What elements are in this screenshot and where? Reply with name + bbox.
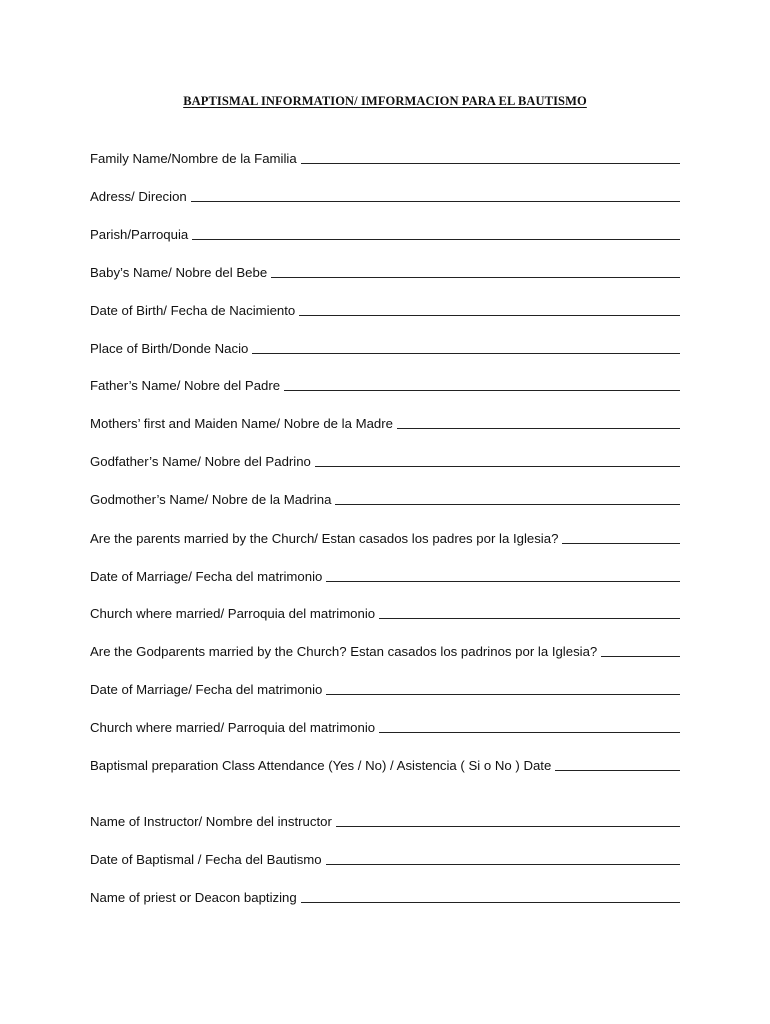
class-attendance-label: Baptismal preparation Class Attendance (Yes / No) / Asistencia ( Si o No ) Date <box>90 758 552 773</box>
godparents-married-label: Are the Godparents married by the Church? Estan casados los padrinos por la Iglesia? <box>90 644 598 659</box>
parents-church-line[interactable] <box>379 606 680 619</box>
father-name-line[interactable] <box>284 378 680 391</box>
father-name-field[interactable] <box>90 377 680 395</box>
godfather-name-line[interactable] <box>315 454 680 467</box>
parish-field[interactable] <box>90 226 680 244</box>
class-attendance-line[interactable] <box>555 758 680 771</box>
godfather-name-field[interactable] <box>90 453 680 471</box>
godparents-marriage-date-field[interactable] <box>90 681 680 699</box>
officiant-name-line[interactable] <box>301 890 680 903</box>
baby-name-field[interactable] <box>90 264 680 282</box>
godmother-name-line[interactable] <box>335 492 680 505</box>
officiant-name-field[interactable] <box>90 889 680 907</box>
godparents-married-line[interactable] <box>601 644 680 657</box>
godparents-marriage-date-line[interactable] <box>326 682 680 695</box>
godparents-married-field[interactable] <box>90 643 680 661</box>
class-attendance-field[interactable] <box>90 757 680 775</box>
godparents-church-line[interactable] <box>379 720 680 733</box>
baptism-date-line[interactable] <box>326 852 680 865</box>
godmother-name-label: Godmother’s Name/ Nobre de la Madrina <box>90 492 332 507</box>
parish-line[interactable] <box>192 227 680 240</box>
parents-marriage-date-line[interactable] <box>326 569 680 582</box>
parents-married-line[interactable] <box>562 531 680 544</box>
instructor-name-field[interactable] <box>90 813 680 831</box>
parents-marriage-date-label: Date of Marriage/ Fecha del matrimonio <box>90 569 323 584</box>
mother-name-line[interactable] <box>397 416 680 429</box>
family-name-line[interactable] <box>301 151 680 164</box>
form-title: BAPTISMAL INFORMATION/ IMFORMACION PARA EL BAUTISMO <box>183 94 587 108</box>
date-of-birth-line[interactable] <box>299 303 680 316</box>
parish-label: Parish/Parroquia <box>90 227 189 242</box>
address-label: Adress/ Direcion <box>90 189 187 204</box>
godparents-church-field[interactable] <box>90 719 680 737</box>
date-of-birth-label: Date of Birth/ Fecha de Nacimiento <box>90 303 296 318</box>
parents-married-label: Are the parents married by the Church/ Estan casados los padres por la Iglesia? <box>90 531 559 546</box>
mother-name-field[interactable] <box>90 415 680 433</box>
baptism-date-label: Date of Baptismal / Fecha del Bautismo <box>90 852 322 867</box>
place-of-birth-line[interactable] <box>252 341 680 354</box>
father-name-label: Father’s Name/ Nobre del Padre <box>90 378 281 393</box>
godfather-name-label: Godfather’s Name/ Nobre del Padrino <box>90 454 311 469</box>
instructor-name-line[interactable] <box>336 814 680 827</box>
godparents-marriage-date-label: Date of Marriage/ Fecha del matrimonio <box>90 682 323 697</box>
place-of-birth-label: Place of Birth/Donde Nacio <box>90 341 249 356</box>
address-field[interactable] <box>90 188 680 206</box>
godmother-name-field[interactable] <box>90 491 680 509</box>
parents-married-field[interactable] <box>90 530 680 548</box>
baby-name-label: Baby’s Name/ Nobre del Bebe <box>90 265 268 280</box>
parents-church-label: Church where married/ Parroquia del matrimonio <box>90 606 376 621</box>
place-of-birth-field[interactable] <box>90 340 680 358</box>
family-name-label: Family Name/Nombre de la Familia <box>90 151 297 166</box>
address-line[interactable] <box>191 189 680 202</box>
baby-name-line[interactable] <box>271 265 680 278</box>
baptism-date-field[interactable] <box>90 851 680 869</box>
parents-church-field[interactable] <box>90 605 680 623</box>
godparents-church-label: Church where married/ Parroquia del matrimonio <box>90 720 376 735</box>
family-name-field[interactable] <box>90 150 680 168</box>
instructor-name-label: Name of Instructor/ Nombre del instructor <box>90 814 332 829</box>
officiant-name-label: Name of priest or Deacon baptizing <box>90 890 297 905</box>
mother-name-label: Mothers’ first and Maiden Name/ Nobre de la Madre <box>90 416 393 431</box>
parents-marriage-date-field[interactable] <box>90 568 680 586</box>
date-of-birth-field[interactable] <box>90 302 680 320</box>
